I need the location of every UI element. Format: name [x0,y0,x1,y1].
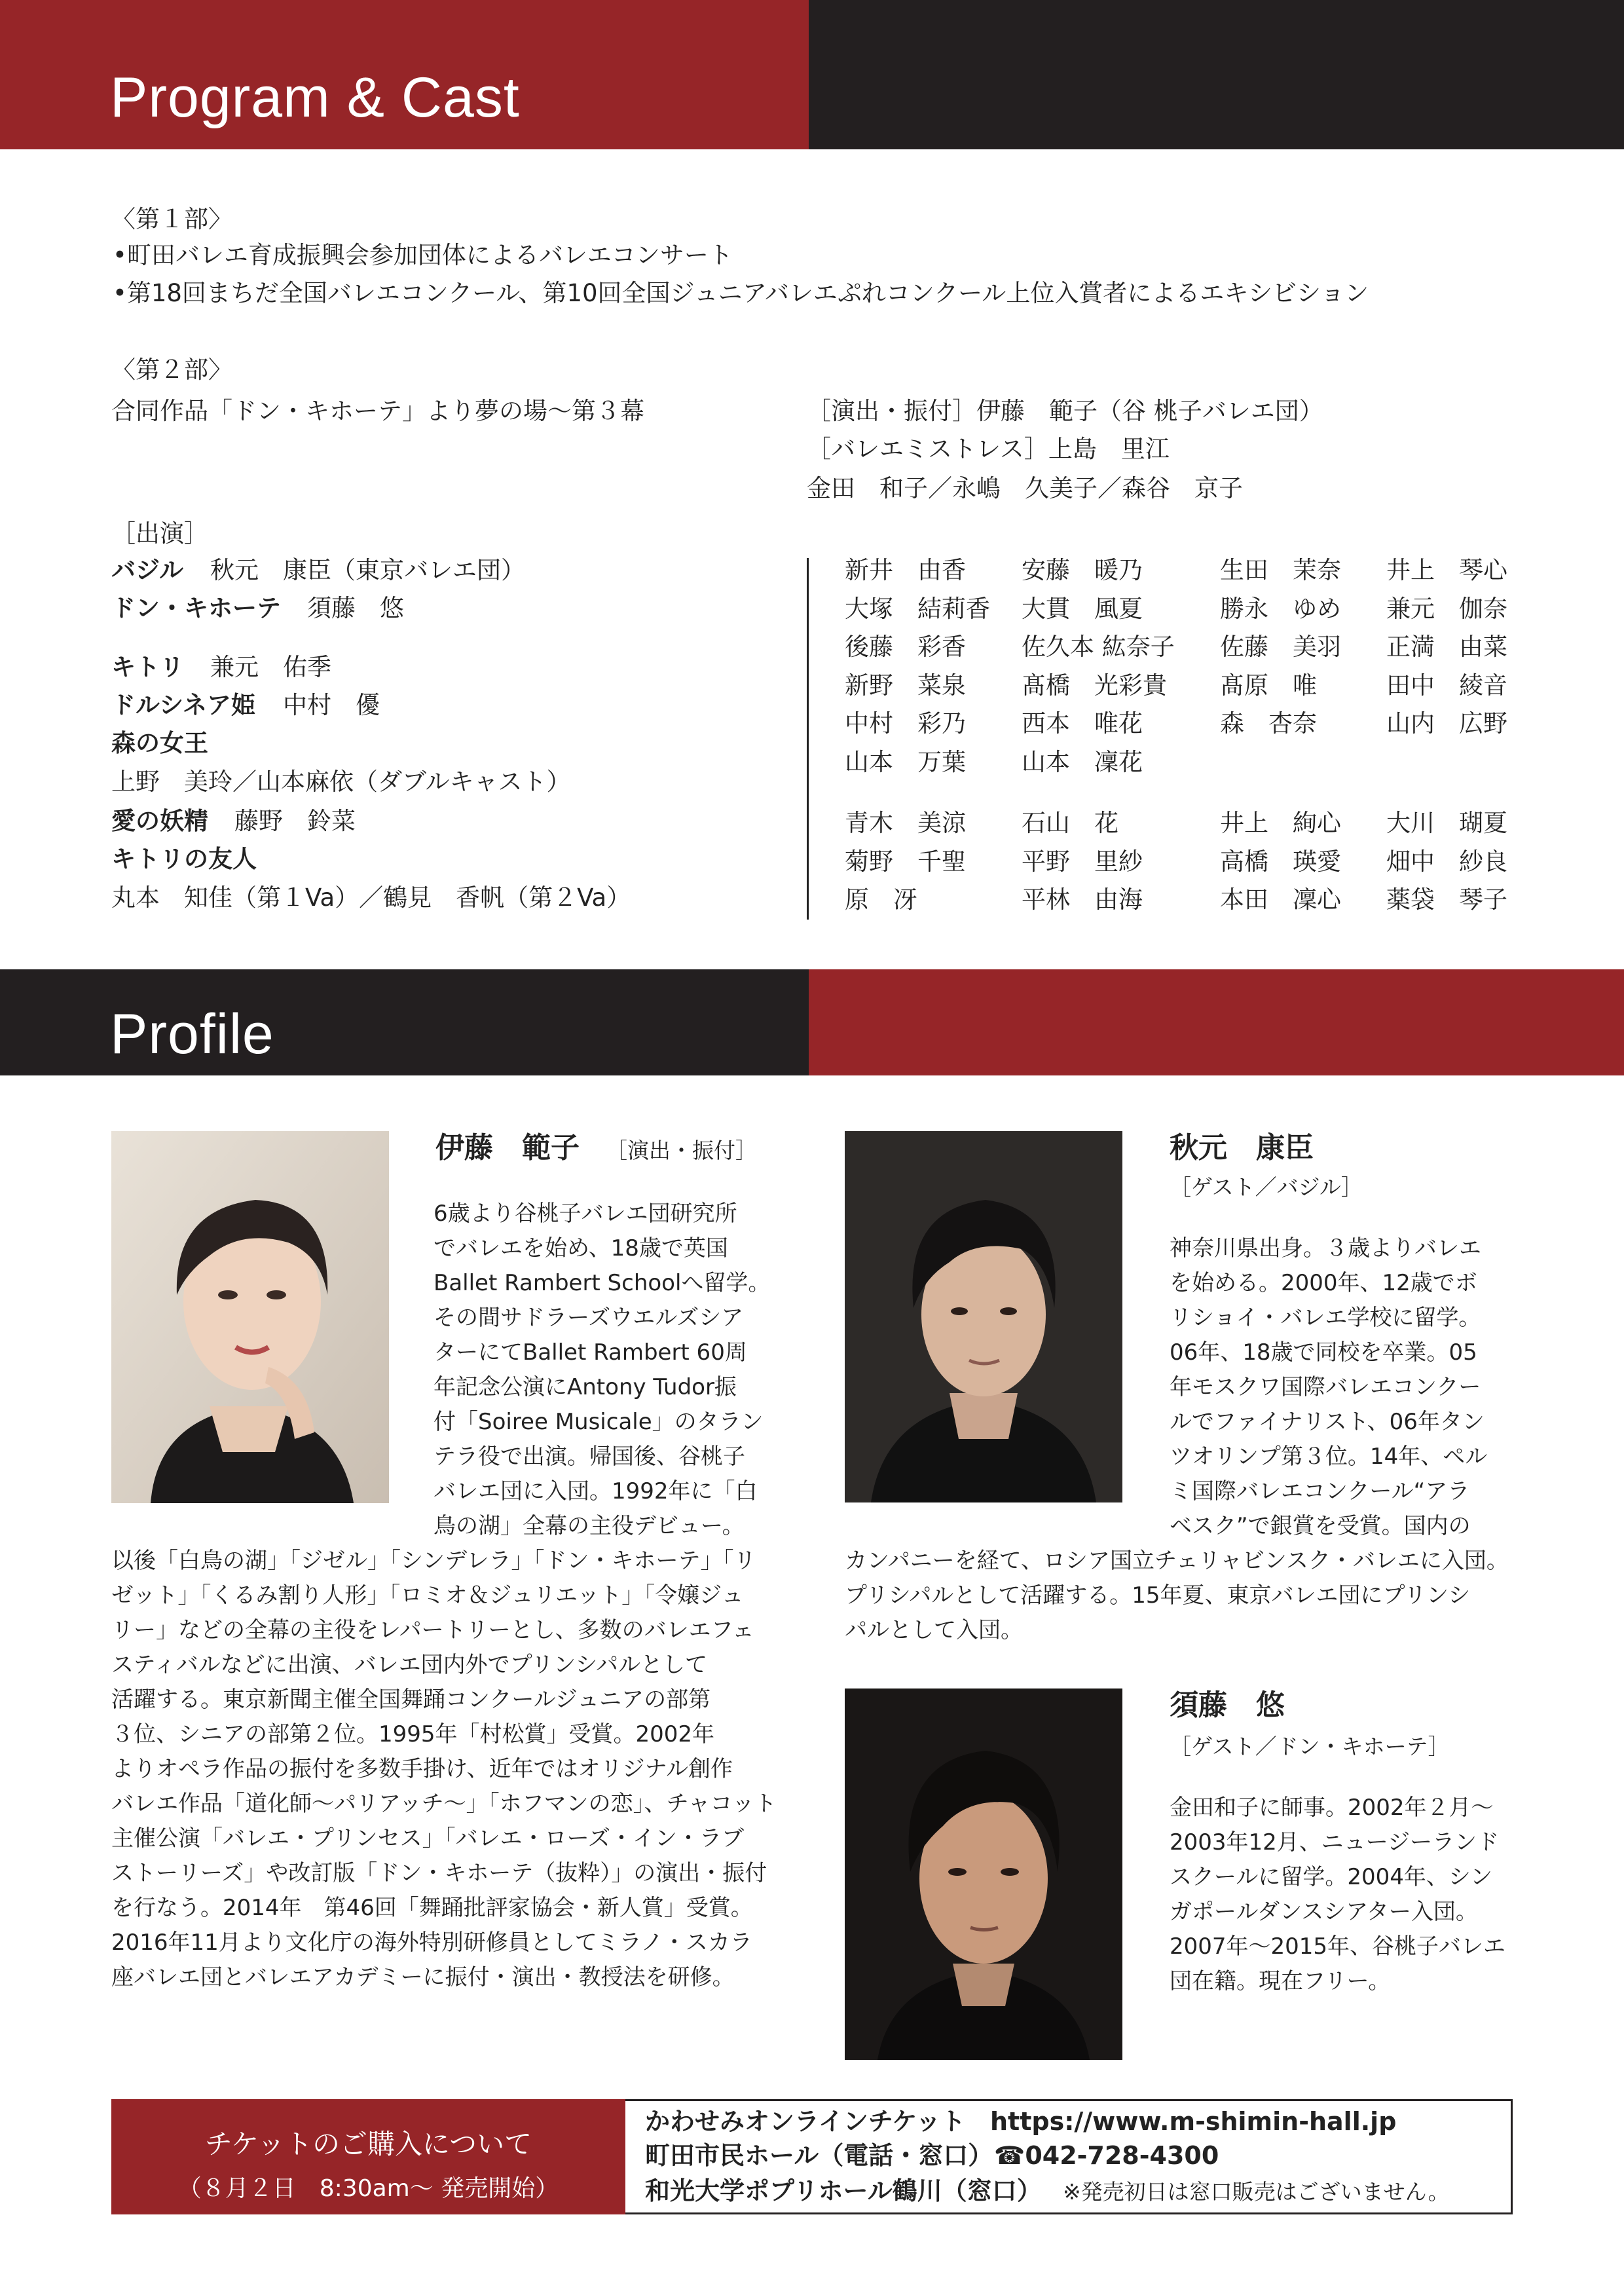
bio-line: 金田和子に師事。2002年２月〜 [1170,1795,1494,1821]
cast-role-label: バジル [111,556,184,584]
bio-line: 付「Soiree Musicale」のタラン [434,1409,764,1435]
ensemble-member: 大貫 風夏 [1022,594,1143,623]
cast-role-name: 須藤 悠 [307,594,404,622]
ensemble-member: 井上 琴心 [1386,556,1507,584]
cast-role-name: 兼元 佑季 [210,653,331,681]
akimoto-role: ［ゲスト／バジル］ [1170,1174,1363,1200]
bio-line: 鳥の湖」全幕の主役デビュー。 [434,1513,745,1539]
ensemble-member: 田中 綾音 [1386,671,1507,700]
ensemble-member: 髙橋 光彩貴 [1022,671,1167,700]
ensemble-member: 平林 由海 [1022,886,1143,914]
sudo-bio [1170,1791,1505,1999]
bio-line: 6歳より谷桃子バレエ団研究所 [434,1201,737,1227]
ensemble-member: 山本 凜花 [1022,747,1143,776]
bio-line: よりオペラ作品の振付を多数手掛け、近年ではオリジナル創作 [111,1756,733,1782]
ito-portrait-photo [111,1131,389,1503]
ensemble-member: 新井 由香 [845,556,966,584]
ensemble-member: 中村 彩乃 [845,709,966,737]
ensemble-member: 大川 瑚夏 [1386,809,1507,837]
cast-role-label: キトリの友人 [111,845,257,873]
bio-line: 主催公演「バレエ・プリンセス」「バレエ・ローズ・イン・ラブ [111,1825,744,1852]
part2-staff-director: ［演出・振付］伊藤 範子（谷 桃子バレエ団） [807,397,1323,425]
bio-line: を行なう。2014年 第46回「舞踊批評家協会・新人賞」受賞。 [111,1895,753,1921]
bio-line: バレエ団に入団。1992年に「白 [434,1478,758,1504]
ensemble-member: 西本 唯花 [1022,709,1143,737]
bio-line: パルとして入団。 [845,1617,1023,1643]
part1-bullet-1: •町田バレエ育成振興会参加団体によるバレエコンサート [113,241,733,269]
ito-role: ［演出・振付］ [606,1138,757,1163]
sudo-portrait-photo [845,1689,1122,2060]
bio-line: ３位、シニアの部第２位。1995年「村松賞」受賞。2002年 [111,1721,715,1747]
ensemble-member: 石山 花 [1022,809,1118,837]
ensemble-member: 高橋 瑛愛 [1220,847,1341,876]
bio-line: テラ役で出演。帰国後、谷桃子 [434,1444,745,1470]
ensemble-member: 井上 絢心 [1220,809,1341,837]
ensemble-member: 勝永 ゆめ [1220,594,1341,623]
bio-line: ターにてBallet Rambert 60周 [434,1339,747,1366]
ensemble-member: 青木 美涼 [845,809,966,837]
ticket-subtitle: （８月２日 8:30am〜 発売開始） [177,2175,559,2202]
ensemble-member: 畑中 紗良 [1386,847,1507,876]
ticket-hall-label: 町田市民ホール（電話・窓口） [645,2141,993,2170]
cast-heading: ［出演］ [111,519,208,548]
part2-heading: 〈第２部〉 [111,356,232,384]
bio-line: Ballet Rambert Schoolへ留学。 [434,1270,771,1296]
part1-bullet-2: •第18回まちだ全国バレエコンクール、第10回全国ジュニアバレエぷれコンクール上位入賞者によるエキシビション [113,279,1369,307]
bio-line: 2007年〜2015年、谷桃子バレエ [1170,1933,1506,1960]
bio-line: スティバルなどに出演、バレエ団内外でプリンシパルとして [111,1652,708,1678]
part1-heading: 〈第１部〉 [111,205,232,233]
bio-line: を始める。2000年、12歳でボ [1170,1270,1477,1296]
ensemble-member: 正満 由菜 [1386,633,1507,661]
bio-line: 神奈川県出身。３歳よりバレエ [1170,1235,1481,1261]
bio-line: ゼット」「くるみ割り人形」「ロミオ＆ジュリエット」「令嬢ジュ [111,1582,744,1609]
bio-line: カンパニーを経て、ロシア国立チェリャビンスク・バレエに入団。 [845,1548,1509,1574]
ticket-heading-panel [111,2099,625,2214]
cast-role-name: 丸本 知佳（第１Va）／鶴見 香帆（第２Va） [111,884,631,912]
sudo-role: ［ゲスト／ドン・キホーテ］ [1170,1734,1450,1759]
ensemble-member: 原 冴 [845,886,917,914]
ensemble-member: 薬袋 琴子 [1386,886,1507,914]
profile-header-red-band [809,969,1624,1075]
bio-line: 06年、18歳で同校を卒業。05 [1170,1339,1477,1366]
ticket-popuri-label: 和光大学ポプリホール鶴川（窓口） [645,2176,1042,2205]
bio-line: その間サドラーズウエルズシア [434,1305,744,1331]
cast-role-name: 藤野 鈴菜 [234,807,356,835]
ticket-title: チケットのご購入について [204,2128,532,2160]
bio-line: 年記念公演にAntony Tudor振 [434,1374,737,1400]
bio-line: 2003年12月、ニュージーランド [1170,1829,1500,1856]
bio-line: ベスク”で銀賞を受賞。国内の [1170,1513,1471,1539]
cast-role-name: 中村 優 [283,691,380,719]
ensemble-member: 安藤 暖乃 [1022,556,1143,584]
program-cast-title: Program & Cast [110,66,520,129]
ticket-hall-phone: ☎042-728-4300 [994,2141,1219,2170]
bio-line: ツオリンプ第３位。14年、ペル [1170,1444,1488,1470]
ensemble-member: 髙原 唯 [1220,671,1317,700]
cast-divider [807,558,809,920]
bio-line: ルでファイナリスト、06年タン [1170,1409,1485,1435]
ensemble-member: 生田 茉奈 [1220,556,1341,584]
bio-line: 座バレエ団とバレエアカデミーに振付・演出・教授法を研修。 [111,1964,735,1990]
bio-line: 年モスクワ国際バレエコンクー [1170,1374,1481,1400]
bio-line: バレエ作品「道化師〜パリアッチ〜」「ホフマンの恋」、チャコット [111,1791,777,1817]
sudo-name: 須藤 悠 [1170,1689,1285,1722]
ito-bio-narrow [434,1197,770,1544]
part2-staff-mistress: ［バレエミストレス］上島 里江 [807,435,1170,463]
ensemble-member: 後藤 彩香 [845,633,966,661]
cast-role-label: 森の女王 [111,729,208,757]
bio-line: ストーリーズ」や改訂版「ドン・キホーテ（抜粋）」の演出・振付 [111,1860,767,1886]
ensemble-member: 兼元 伽奈 [1386,594,1507,623]
bio-line: スクールに留学。2004年、シン [1170,1864,1492,1890]
part2-staff-assistants: 金田 和子／永嶋 久美子／森谷 京子 [807,474,1243,502]
akimoto-bio-narrow [1170,1231,1487,1544]
ticket-popuri-note: ※発売初日は窓口販売はございません。 [1063,2179,1450,2205]
cast-role-name: 上野 美玲／山本麻依（ダブルキャスト） [111,768,571,796]
ticket-online-url[interactable]: https://www.m-shimin-hall.jp [990,2107,1397,2136]
cast-role-label: ドルシネア姫 [111,691,255,719]
ensemble-member: 平野 里紗 [1022,847,1143,876]
bio-line: でバレエを始め、18歳で英国 [434,1235,728,1261]
ensemble-member: 森 杏奈 [1220,709,1317,737]
akimoto-name: 秋元 康臣 [1170,1131,1314,1165]
cast-role-label: ドン・キホーテ [111,594,281,622]
bio-line: リー」などの全幕の主役をレパートリーとし、多数のバレエフェ [111,1617,754,1643]
ensemble-member: 山本 万葉 [845,747,966,776]
ensemble-member: 新野 菜泉 [845,671,966,700]
akimoto-portrait-photo [845,1131,1122,1502]
ensemble-member: 山内 広野 [1386,709,1507,737]
cast-role-label: 愛の妖精 [111,807,208,835]
bio-line: ミ国際バレエコンクール“アラ [1170,1478,1470,1504]
ensemble-member: 佐藤 美羽 [1220,633,1341,661]
bio-line: プリシパルとして活躍する。15年夏、東京バレエ団にプリンシ [845,1582,1471,1609]
ensemble-member: 菊野 千聖 [845,847,966,876]
bio-line: リショイ・バレエ学校に留学。 [1170,1305,1481,1331]
ensemble-member: 本田 凜心 [1220,886,1341,914]
cast-role-name: 秋元 康臣（東京バレエ団） [210,556,525,584]
cast-role-label: キトリ [111,653,184,681]
ito-bio-wide [111,1544,777,1995]
bio-line: 2016年11月より文化庁の海外特別研修員としてミラノ・スカラ [111,1930,752,1956]
bio-line: 団在籍。現在フリー。 [1170,1968,1391,1994]
part2-work-title: 合同作品「ドン・キホーテ」より夢の場〜第３幕 [111,397,644,425]
program-header-black-band [809,0,1624,149]
ticket-online-label: かわせみオンラインチケット [645,2107,966,2136]
ensemble-member: 大塚 結莉香 [845,594,990,623]
akimoto-bio-wide [845,1544,1509,1648]
bio-line: ガポールダンスシアター入団。 [1170,1899,1478,1925]
ito-name: 伊藤 範子 [435,1131,580,1165]
bio-line: 活躍する。東京新聞主催全国舞踊コンクールジュニアの部第 [111,1687,711,1713]
profile-title: Profile [110,1003,274,1066]
bio-line: 以後「白鳥の湖」「ジゼル」「シンデレラ」「ドン・キホーテ」「リ [111,1548,756,1574]
ensemble-member: 佐久本 紘奈子 [1022,633,1175,661]
